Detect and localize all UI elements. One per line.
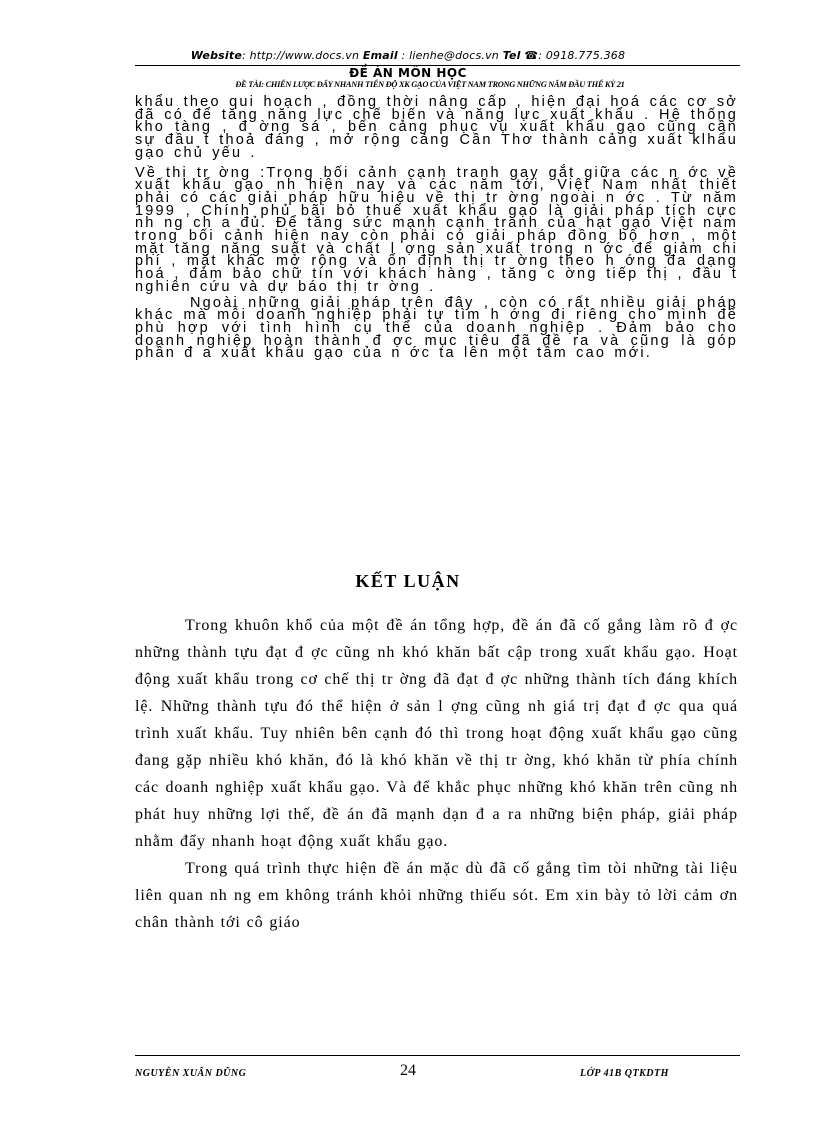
phone-icon: ☎ [524,49,539,62]
tel-label: Tel [502,49,521,62]
email-label: Email [362,49,398,62]
footer-author: NGUYỄN XUÂN DŨNG [135,1068,247,1079]
website-label: Website [190,49,242,62]
document-title: ĐỀ ÁN MÔN HỌC [349,66,467,80]
header-contact-line [0,49,816,62]
body-paragraph-1: khẩu theo qui hoạch , đồng thời nâng cấp , hiện đại hoá các cơ sở đã có để tăng năng lực chế biến và năng lực xuất khẩu . Hệ thống kho tàng , đ ờng sá , bến cảng phục vụ xuất khẩu gạo cũng cần sự đầu t thoả đáng , mở rộng cảng Cần Thơ thành cảng xuất klhẩu gạo chủ yếu . [135,94,738,161]
body-paragraph-2: Về thị tr ờng :Trong bối cảnh cạnh tranh gay gắt giữa các n ớc về xuất khẩu gạo nh hiện nay và các năm tới, Việt Nam nhất thiết phải có các giải pháp hữu hiệu về thị tr ờng ngoài n ớc . Từ năm 1999 , Chính phủ bãi bỏ thuế xuất khẩu gạo là giải pháp tích cực nh ng ch a đủ. Để tăng sức mạnh cạnh tranh của hạt gạo Việt nam trong bối cảnh hiện nay còn phải có giải pháp đồng bộ hơn , một mặt tăng năng suất và chất l ợng sản xuất trong n ớc để giảm chi phí , mặt khác mở rộng và ổn định thị tr ờng theo h ớng đa dạng hoá , đảm bảo chữ tín với khách hàng , tăng c ờng tiếp thị , đầu t nghiên cứu và dự báo thị tr ờng . [135,164,738,295]
footer-class: LỚP 41B QTKDTH [580,1068,669,1079]
website-url[interactable]: : http://www.docs.vn [242,49,360,62]
email-address[interactable]: : lienhe@docs.vn [397,49,499,62]
conclusion-paragraph-1: Trong khuôn khổ của một đề án tổng hợp, đề án đã cố gắng làm rõ đ ợc những thành tựu đạt đ ợc cũng nh khó khăn bất cập trong xuất khẩu gạo. Hoạt động xuất khẩu trong cơ chế thị tr ờng đã đạt đ ợc những thành tích đáng khích lệ. Những thành tựu đó thể hiện ở sản l ợng cũng nh giá trị đạt đ ợc qua quá trình xuất khẩu. Tuy nhiên bên cạnh đó thì trong hoạt động xuất khẩu gạo cũng đang gặp nhiều khó khăn, đó là khó khăn về thị tr ờng, khó khăn từ phía chính các doanh nghiệp xuất khẩu gạo. Và để khắc phục những khó khăn trên cũng nh phát huy những lợi thế, đề án đã mạnh dạn đ a ra những biện pháp, giải pháp nhằm đẩy nhanh hoạt động xuất khẩu gạo. [135,617,738,850]
conclusion-paragraph-2: Trong quá trình thực hiện đề án mặc dù đã cố gắng tìm tòi những tài liệu liên quan nh ng em không tránh khỏi những thiếu sót. Em xin bày tỏ lời cảm ơn chân thành tới cô giáo [135,860,738,931]
document-topic: ĐỀ TÀI: CHIẾN LƯỢC ĐẨY NHANH TIẾN ĐỘ XK GẠO CỦA VIỆT NAM TRONG NHỮNG NĂM ĐẦU THẾ KỶ 21 [235,80,625,89]
conclusion-heading: KẾT LUẬN [355,571,461,591]
tel-number: : 0918.775.368 [538,49,626,62]
body-paragraph-3: Ngoài những giải pháp trên đây , còn có rất nhiều giải pháp khác mà mỗi doanh nghiệp phải tự tìm h ớng đi riêng cho mình để phù hợp với tình hình cụ thể của doanh nghiệp . Đảm bảo cho doanh nghiệp hoàn thành đ ợc mục tiêu đã đề ra và cũng là góp phần đ a xuất khẩu gạo của n ớc ta lên một tầm cao mới. [135,294,738,362]
body-top-section [135,96,738,360]
page-number: 24 [400,1062,416,1079]
conclusion-section [135,612,738,936]
footer-rule [135,1055,740,1056]
